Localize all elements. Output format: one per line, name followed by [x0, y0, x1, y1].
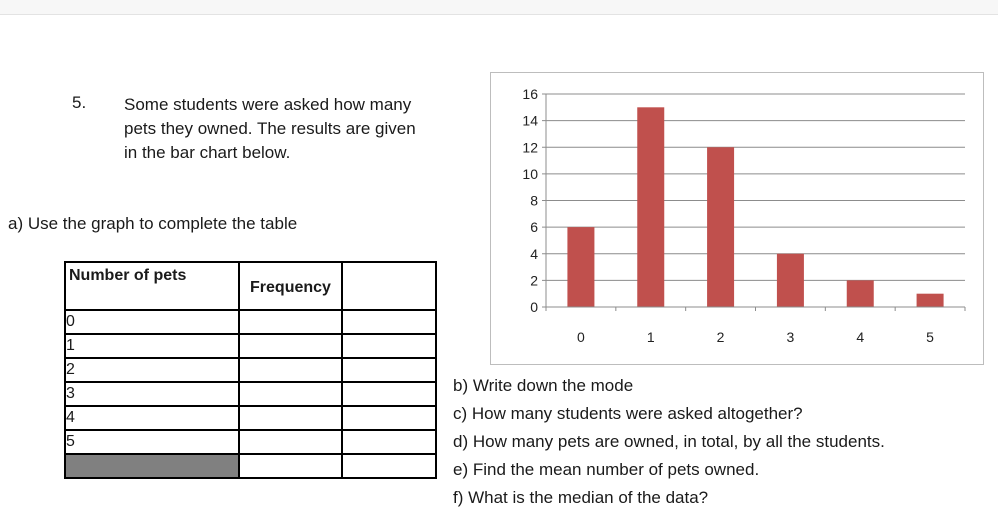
pets-value: 4	[65, 406, 239, 430]
frequency-table	[64, 261, 437, 479]
extra-cell[interactable]	[342, 406, 436, 430]
x-tick-label: 4	[856, 329, 865, 345]
table-row	[65, 430, 436, 454]
bar	[707, 147, 734, 307]
y-tick-label: 16	[522, 86, 538, 102]
header-number-of-pets: Number of pets	[65, 262, 239, 310]
extra-cell[interactable]	[342, 382, 436, 406]
bar	[637, 107, 664, 307]
bar	[777, 254, 804, 307]
total-frequency-cell[interactable]	[239, 454, 342, 478]
question-e: e) Find the mean number of pets owned.	[453, 460, 760, 479]
sub-questions	[453, 372, 885, 512]
bar	[567, 227, 594, 307]
y-tick-label: 0	[530, 299, 538, 315]
bar	[917, 294, 944, 307]
table-row	[65, 358, 436, 382]
pets-value: 1	[65, 334, 239, 358]
table-row	[65, 310, 436, 334]
frequency-cell[interactable]	[239, 310, 342, 334]
question-d: d) How many pets are owned, in total, by all the students.	[453, 432, 885, 451]
bar-chart-svg	[491, 73, 985, 366]
x-tick-label: 5	[926, 329, 934, 345]
intro-line: Some students were asked how many	[124, 95, 412, 114]
question-b: b) Write down the mode	[453, 376, 634, 395]
frequency-cell[interactable]	[239, 406, 342, 430]
bar	[847, 280, 874, 307]
pets-value: 5	[65, 430, 239, 454]
extra-cell[interactable]	[342, 430, 436, 454]
shaded-cell	[65, 454, 239, 478]
table-total-row	[65, 454, 436, 478]
pets-value: 3	[65, 382, 239, 406]
frequency-cell[interactable]	[239, 382, 342, 406]
y-tick-label: 4	[530, 245, 538, 262]
top-bar	[0, 0, 998, 15]
question-c: c) How many students were asked altogether?	[453, 404, 803, 423]
table-row	[65, 406, 436, 430]
extra-cell[interactable]	[342, 310, 436, 334]
y-tick-label: 14	[522, 112, 538, 129]
table-header-row	[65, 262, 436, 310]
y-tick-label: 8	[530, 192, 538, 209]
frequency-cell[interactable]	[239, 334, 342, 358]
x-tick-label: 2	[716, 329, 725, 345]
frequency-cell[interactable]	[239, 430, 342, 454]
x-tick-label: 1	[646, 329, 655, 345]
y-tick-label: 6	[530, 219, 538, 236]
y-tick-label: 10	[522, 165, 538, 182]
intro-line: pets they owned. The results are given	[124, 119, 416, 138]
table-row	[65, 334, 436, 358]
pets-value: 2	[65, 358, 239, 382]
bar-chart	[490, 72, 984, 365]
pets-value: 0	[65, 310, 239, 334]
extra-cell[interactable]	[342, 334, 436, 358]
header-frequency: Frequency	[239, 262, 342, 310]
intro-line: in the bar chart below.	[124, 143, 291, 162]
x-tick-label: 0	[577, 329, 585, 345]
question-intro	[124, 93, 454, 165]
table-row	[65, 382, 436, 406]
y-tick-label: 2	[530, 272, 538, 289]
total-extra-cell[interactable]	[342, 454, 436, 478]
frequency-cell[interactable]	[239, 358, 342, 382]
x-tick-label: 3	[786, 329, 795, 345]
part-a-instruction: a) Use the graph to complete the table	[8, 214, 298, 233]
y-tick-label: 12	[522, 139, 538, 156]
question-number: 5.	[72, 93, 87, 112]
extra-cell[interactable]	[342, 358, 436, 382]
header-blank	[342, 262, 436, 310]
question-f: f) What is the median of the data?	[453, 488, 709, 507]
